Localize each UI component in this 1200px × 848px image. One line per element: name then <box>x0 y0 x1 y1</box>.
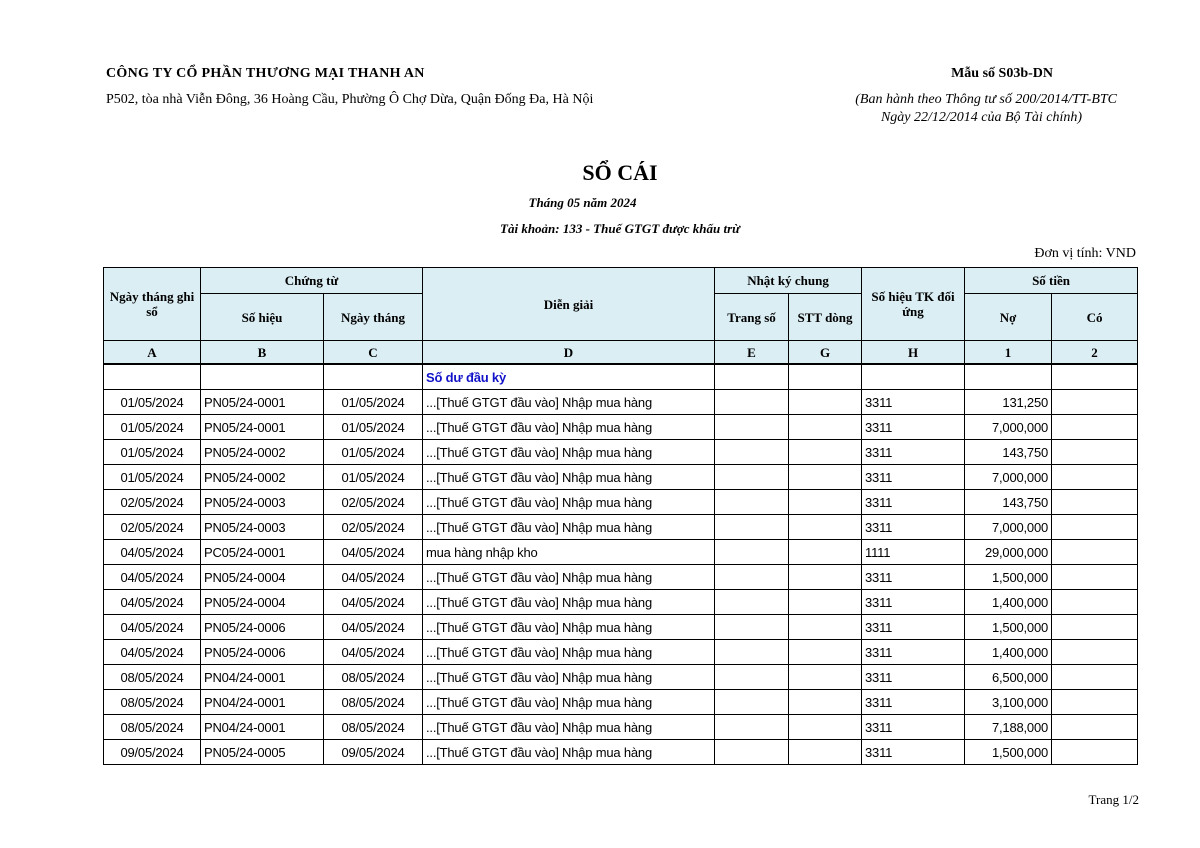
credit-amount <box>1052 390 1138 415</box>
contra-account: 3311 <box>862 565 965 590</box>
journal-page <box>715 490 789 515</box>
debit-amount: 7,000,000 <box>965 415 1052 440</box>
voucher-date: 08/05/2024 <box>324 690 423 715</box>
contra-account: 3311 <box>862 515 965 540</box>
contra-account: 3311 <box>862 465 965 490</box>
credit-amount <box>1052 690 1138 715</box>
table-row <box>104 715 1138 740</box>
journal-page <box>715 665 789 690</box>
credit-amount <box>1052 615 1138 640</box>
currency-unit: Đơn vị tính: VND <box>1034 246 1136 261</box>
journal-line <box>789 465 862 490</box>
issued-by-line-1: (Ban hành theo Thông tư số 200/2014/TT-BTC <box>855 92 1117 107</box>
credit-amount <box>1052 715 1138 740</box>
header-date-recorded: Ngày tháng ghi sổ <box>104 268 201 341</box>
debit-amount: 7,188,000 <box>965 715 1052 740</box>
contra-account: 3311 <box>862 615 965 640</box>
table-row <box>104 465 1138 490</box>
voucher-number: PN04/24-0001 <box>201 690 324 715</box>
entry-date: 02/05/2024 <box>104 515 201 540</box>
credit-amount <box>1052 540 1138 565</box>
entry-date: 01/05/2024 <box>104 415 201 440</box>
contra-account: 1111 <box>862 540 965 565</box>
voucher-date: 08/05/2024 <box>324 715 423 740</box>
credit-amount <box>1052 440 1138 465</box>
contra-account: 3311 <box>862 590 965 615</box>
credit-amount <box>1052 465 1138 490</box>
journal-line <box>789 740 862 765</box>
credit-amount <box>1052 515 1138 540</box>
description: ...[Thuế GTGT đầu vào] Nhập mua hàng <box>423 390 715 415</box>
voucher-number: PN05/24-0004 <box>201 590 324 615</box>
credit-amount <box>1052 490 1138 515</box>
contra-account: 3311 <box>862 440 965 465</box>
voucher-number: PN05/24-0001 <box>201 390 324 415</box>
voucher-number: PN05/24-0004 <box>201 565 324 590</box>
voucher-number: PC05/24-0001 <box>201 540 324 565</box>
journal-line <box>789 640 862 665</box>
entry-date: 01/05/2024 <box>104 390 201 415</box>
voucher-date: 08/05/2024 <box>324 665 423 690</box>
journal-page <box>715 590 789 615</box>
journal-page <box>715 715 789 740</box>
column-code: G <box>789 341 862 365</box>
journal-line <box>789 715 862 740</box>
empty-cell <box>1052 364 1138 390</box>
header-contra-account: Số hiệu TK đối ứng <box>862 268 965 341</box>
contra-account: 3311 <box>862 415 965 440</box>
debit-amount: 7,000,000 <box>965 465 1052 490</box>
journal-line <box>789 565 862 590</box>
journal-page <box>715 565 789 590</box>
empty-cell <box>715 364 789 390</box>
header-description: Diễn giải <box>423 268 715 341</box>
entry-date: 08/05/2024 <box>104 715 201 740</box>
entry-date: 02/05/2024 <box>104 490 201 515</box>
journal-line <box>789 590 862 615</box>
entry-date: 04/05/2024 <box>104 640 201 665</box>
table-row <box>104 540 1138 565</box>
entry-date: 01/05/2024 <box>104 465 201 490</box>
description: ...[Thuế GTGT đầu vào] Nhập mua hàng <box>423 465 715 490</box>
contra-account: 3311 <box>862 640 965 665</box>
contra-account: 3311 <box>862 390 965 415</box>
journal-page <box>715 615 789 640</box>
description: ...[Thuế GTGT đầu vào] Nhập mua hàng <box>423 690 715 715</box>
entry-date: 04/05/2024 <box>104 540 201 565</box>
voucher-number: PN05/24-0005 <box>201 740 324 765</box>
voucher-date: 04/05/2024 <box>324 640 423 665</box>
header-journal-line: STT dòng <box>789 294 862 341</box>
empty-cell <box>965 364 1052 390</box>
voucher-number: PN04/24-0001 <box>201 715 324 740</box>
voucher-number: PN05/24-0006 <box>201 640 324 665</box>
journal-line <box>789 415 862 440</box>
column-code: B <box>201 341 324 365</box>
empty-cell <box>104 364 201 390</box>
empty-cell <box>862 364 965 390</box>
voucher-date: 04/05/2024 <box>324 565 423 590</box>
header-credit: Có <box>1052 294 1138 341</box>
voucher-date: 01/05/2024 <box>324 465 423 490</box>
column-code: 1 <box>965 341 1052 365</box>
entry-date: 01/05/2024 <box>104 440 201 465</box>
header-voucher-no: Số hiệu <box>201 294 324 341</box>
journal-line <box>789 515 862 540</box>
voucher-number: PN05/24-0002 <box>201 440 324 465</box>
debit-amount: 7,000,000 <box>965 515 1052 540</box>
table-row <box>104 390 1138 415</box>
table-row <box>104 440 1138 465</box>
voucher-date: 02/05/2024 <box>324 515 423 540</box>
debit-amount: 3,100,000 <box>965 690 1052 715</box>
column-code: C <box>324 341 423 365</box>
voucher-number: PN05/24-0003 <box>201 515 324 540</box>
credit-amount <box>1052 740 1138 765</box>
journal-page <box>715 690 789 715</box>
debit-amount: 1,500,000 <box>965 740 1052 765</box>
empty-cell <box>201 364 324 390</box>
voucher-date: 04/05/2024 <box>324 540 423 565</box>
voucher-number: PN05/24-0006 <box>201 615 324 640</box>
journal-line <box>789 615 862 640</box>
credit-amount <box>1052 415 1138 440</box>
company-name: CÔNG TY CỔ PHẦN THƯƠNG MẠI THANH AN <box>106 66 425 81</box>
voucher-date: 09/05/2024 <box>324 740 423 765</box>
credit-amount <box>1052 640 1138 665</box>
entry-date: 04/05/2024 <box>104 615 201 640</box>
debit-amount: 143,750 <box>965 490 1052 515</box>
credit-amount <box>1052 665 1138 690</box>
voucher-number: PN04/24-0001 <box>201 665 324 690</box>
column-code: H <box>862 341 965 365</box>
empty-cell <box>789 364 862 390</box>
description: ...[Thuế GTGT đầu vào] Nhập mua hàng <box>423 590 715 615</box>
debit-amount: 6,500,000 <box>965 665 1052 690</box>
debit-amount: 1,500,000 <box>965 565 1052 590</box>
description: ...[Thuế GTGT đầu vào] Nhập mua hàng <box>423 565 715 590</box>
entry-date: 08/05/2024 <box>104 665 201 690</box>
description: ...[Thuế GTGT đầu vào] Nhập mua hàng <box>423 515 715 540</box>
report-title: SỔ CÁI <box>582 160 658 185</box>
voucher-date: 02/05/2024 <box>324 490 423 515</box>
entry-date: 08/05/2024 <box>104 690 201 715</box>
debit-amount: 1,500,000 <box>965 615 1052 640</box>
table-row <box>104 615 1138 640</box>
journal-page <box>715 390 789 415</box>
voucher-number: PN05/24-0003 <box>201 490 324 515</box>
journal-page <box>715 740 789 765</box>
opening-balance-label: Số dư đầu kỳ <box>423 364 715 390</box>
voucher-date: 01/05/2024 <box>324 415 423 440</box>
table-row <box>104 665 1138 690</box>
debit-amount: 143,750 <box>965 440 1052 465</box>
journal-page <box>715 465 789 490</box>
description: ...[Thuế GTGT đầu vào] Nhập mua hàng <box>423 740 715 765</box>
journal-line <box>789 665 862 690</box>
description: ...[Thuế GTGT đầu vào] Nhập mua hàng <box>423 615 715 640</box>
table-row <box>104 590 1138 615</box>
description: ...[Thuế GTGT đầu vào] Nhập mua hàng <box>423 640 715 665</box>
empty-cell <box>324 364 423 390</box>
credit-amount <box>1052 590 1138 615</box>
column-code: 2 <box>1052 341 1138 365</box>
journal-line <box>789 490 862 515</box>
voucher-number: PN05/24-0001 <box>201 415 324 440</box>
credit-amount <box>1052 565 1138 590</box>
report-account: Tài khoản: 133 - Thuế GTGT được khấu trừ <box>500 221 740 236</box>
header-journal: Nhật ký chung <box>715 268 862 294</box>
contra-account: 3311 <box>862 715 965 740</box>
table-row <box>104 565 1138 590</box>
header-voucher: Chứng từ <box>201 268 423 294</box>
description: mua hàng nhập kho <box>423 540 715 565</box>
journal-line <box>789 690 862 715</box>
table-row <box>104 740 1138 765</box>
table-row <box>104 515 1138 540</box>
company-address: P502, tòa nhà Viễn Đông, 36 Hoàng Cầu, Phường Ô Chợ Dừa, Quận Đống Đa, Hà Nội <box>106 92 594 107</box>
debit-amount: 29,000,000 <box>965 540 1052 565</box>
description: ...[Thuế GTGT đầu vào] Nhập mua hàng <box>423 490 715 515</box>
contra-account: 3311 <box>862 740 965 765</box>
description: ...[Thuế GTGT đầu vào] Nhập mua hàng <box>423 440 715 465</box>
journal-page <box>715 415 789 440</box>
table-row <box>104 415 1138 440</box>
journal-page <box>715 640 789 665</box>
header-journal-page: Trang số <box>715 294 789 341</box>
opening-balance-row <box>104 364 1138 390</box>
voucher-date: 04/05/2024 <box>324 590 423 615</box>
column-code: E <box>715 341 789 365</box>
column-code: A <box>104 341 201 365</box>
description: ...[Thuế GTGT đầu vào] Nhập mua hàng <box>423 415 715 440</box>
journal-page <box>715 540 789 565</box>
form-number: Mẫu số S03b-DN <box>951 66 1053 81</box>
voucher-date: 04/05/2024 <box>324 615 423 640</box>
page-number: Trang 1/2 <box>1088 792 1139 807</box>
entry-date: 09/05/2024 <box>104 740 201 765</box>
table-row <box>104 490 1138 515</box>
journal-page <box>715 440 789 465</box>
contra-account: 3311 <box>862 690 965 715</box>
journal-line <box>789 390 862 415</box>
report-period: Tháng 05 năm 2024 <box>528 195 637 210</box>
column-code: D <box>423 341 715 365</box>
voucher-date: 01/05/2024 <box>324 440 423 465</box>
description: ...[Thuế GTGT đầu vào] Nhập mua hàng <box>423 715 715 740</box>
journal-line <box>789 540 862 565</box>
debit-amount: 1,400,000 <box>965 590 1052 615</box>
table-row <box>104 690 1138 715</box>
journal-page <box>715 515 789 540</box>
debit-amount: 131,250 <box>965 390 1052 415</box>
entry-date: 04/05/2024 <box>104 590 201 615</box>
entry-date: 04/05/2024 <box>104 565 201 590</box>
ledger-table <box>103 267 1138 765</box>
header-voucher-date: Ngày tháng <box>324 294 423 341</box>
issued-by-line-2: Ngày 22/12/2014 của Bộ Tài chính) <box>880 110 1082 125</box>
voucher-date: 01/05/2024 <box>324 390 423 415</box>
contra-account: 3311 <box>862 490 965 515</box>
voucher-number: PN05/24-0002 <box>201 465 324 490</box>
debit-amount: 1,400,000 <box>965 640 1052 665</box>
journal-line <box>789 440 862 465</box>
description: ...[Thuế GTGT đầu vào] Nhập mua hàng <box>423 665 715 690</box>
header-amount: Số tiền <box>965 268 1138 294</box>
header-debit: Nợ <box>965 294 1052 341</box>
contra-account: 3311 <box>862 665 965 690</box>
table-row <box>104 640 1138 665</box>
